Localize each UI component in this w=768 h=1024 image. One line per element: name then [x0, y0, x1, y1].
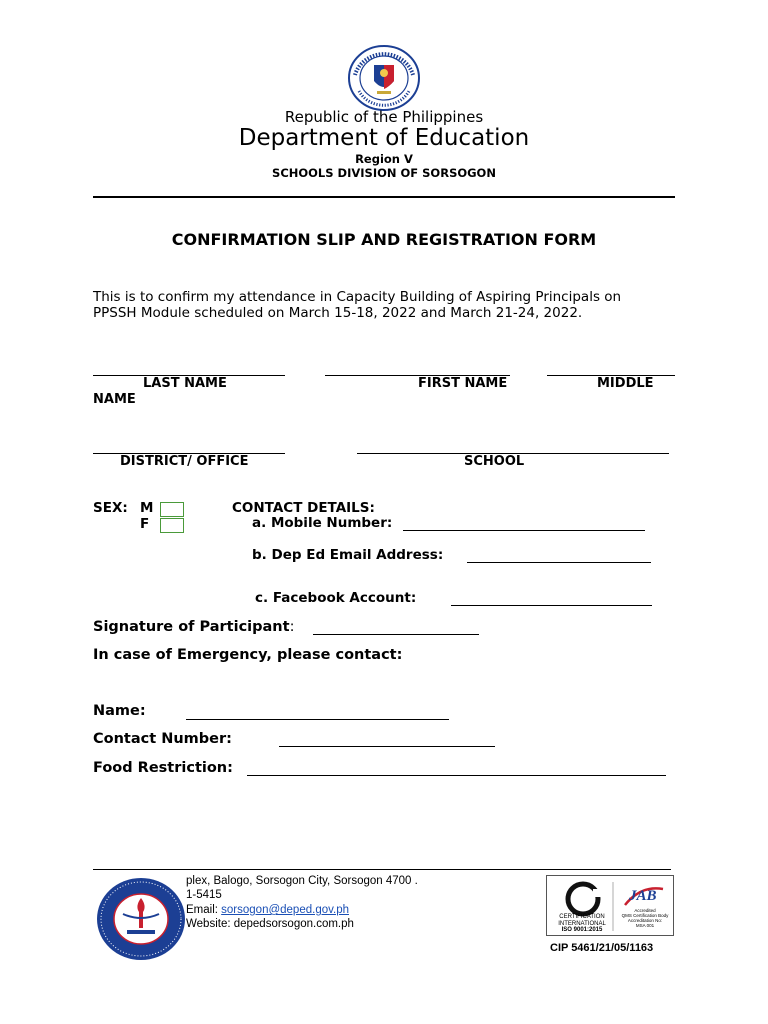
footer-email-link[interactable]: sorsogon@deped.gov.ph	[221, 904, 349, 916]
intro-line-2: PPSSH Module scheduled on March 15-18, 2022 and March 21-24, 2022.	[93, 305, 583, 321]
sex-f-checkbox[interactable]	[160, 518, 184, 533]
mobile-number-label: a. Mobile Number:	[252, 515, 393, 531]
footer-phone: 1-5415	[186, 889, 222, 901]
school-label: SCHOOL	[464, 454, 525, 469]
deped-seal-icon	[347, 45, 421, 111]
division-text: SCHOOLS DIVISION OF SORSOGON	[272, 166, 496, 180]
cert-text-2: INTERNATIONAL	[558, 920, 606, 927]
jab-small-3: Accreditation No:	[627, 918, 663, 923]
footer-address: plex, Balogo, Sorsogon City, Sorsogon 4700 .	[186, 875, 418, 887]
cert-text-1: CERTIFICATION	[559, 914, 605, 920]
jab-small-4: MSA 001	[635, 923, 655, 928]
facebook-line[interactable]	[451, 605, 652, 606]
contact-number-line[interactable]	[279, 746, 495, 747]
facebook-label: c. Facebook Account:	[255, 590, 417, 606]
contact-details-heading: CONTACT DETAILS:	[232, 500, 375, 516]
region-text: Region V	[355, 152, 413, 166]
jab-small-2: QMS Certification Body	[621, 913, 669, 918]
jab-mark: JAB	[629, 888, 657, 904]
intro-line-1: This is to confirm my attendance in Capacity Building of Aspiring Principals on	[93, 289, 622, 305]
division-seal-icon	[95, 876, 187, 962]
food-restriction-label: Food Restriction:	[93, 760, 233, 776]
email-line[interactable]	[467, 562, 651, 563]
form-title: CONFIRMATION SLIP AND REGISTRATION FORM	[171, 230, 597, 249]
footer-website[interactable]: Website: depedsorsogon.com.ph	[186, 918, 354, 930]
middle-label: MIDDLE	[597, 376, 654, 391]
district-label: DISTRICT/ OFFICE	[120, 454, 249, 469]
jab-small-1: Accredited	[634, 908, 656, 913]
signature-line[interactable]	[313, 634, 479, 635]
email-label: b. Dep Ed Email Address:	[252, 547, 444, 563]
signature-text: Signature of Participant	[93, 619, 290, 635]
last-name-label: LAST NAME	[143, 376, 227, 391]
cert-text-3: ISO 9001:2015	[561, 927, 603, 933]
signature-colon: :	[289, 619, 295, 635]
department-title: Department of Education	[238, 125, 530, 151]
republic-text: Republic of the Philippines	[284, 108, 484, 126]
footer-email-label: Email:	[186, 904, 218, 916]
sex-f-label: F	[140, 516, 150, 532]
cip-number: CIP 5461/21/05/1163	[550, 942, 654, 954]
signature-label	[93, 619, 294, 635]
sex-m-label: M	[140, 500, 154, 516]
mobile-number-line[interactable]	[403, 530, 645, 531]
emergency-heading: In case of Emergency, please contact:	[93, 647, 403, 663]
food-restriction-line[interactable]	[247, 775, 666, 776]
name-word-label: NAME	[93, 392, 136, 407]
emergency-name-label: Name:	[93, 703, 146, 719]
emergency-name-line[interactable]	[186, 719, 449, 720]
sex-m-checkbox[interactable]	[160, 502, 184, 517]
first-name-label: FIRST NAME	[418, 376, 508, 391]
contact-number-label: Contact Number:	[93, 731, 232, 747]
header-divider	[93, 196, 675, 198]
sex-label: SEX:	[93, 500, 128, 516]
footer-divider	[93, 869, 671, 870]
certification-badge	[546, 875, 674, 936]
